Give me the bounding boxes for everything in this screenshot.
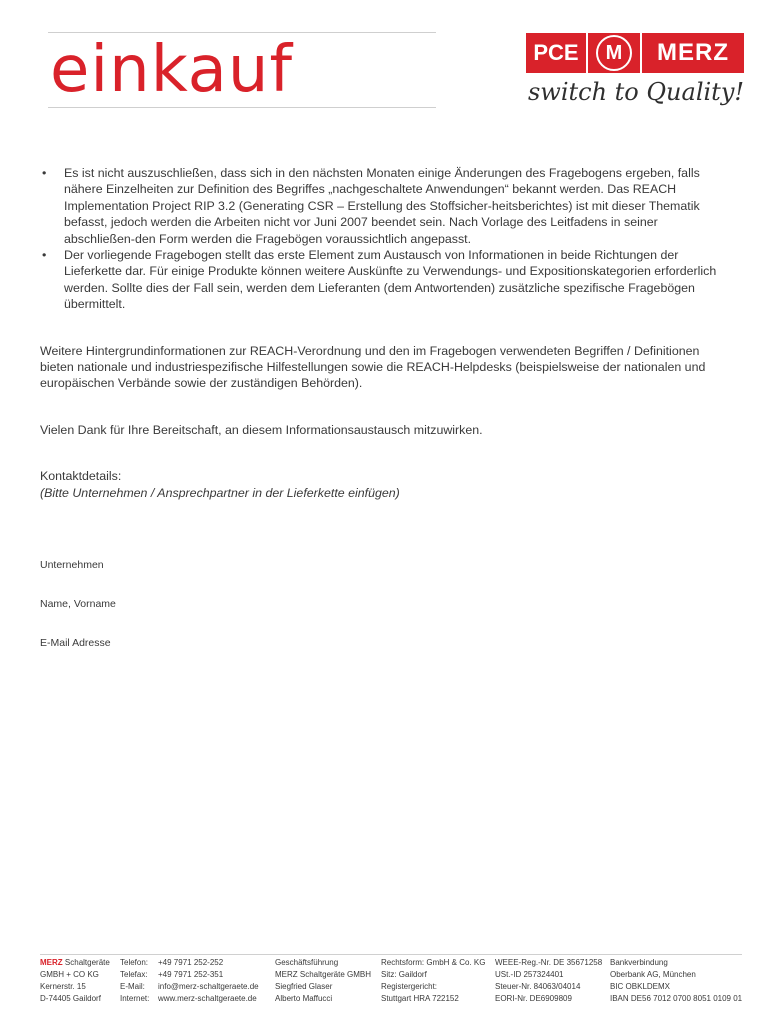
footer-contact-values — [158, 957, 259, 1005]
footer-line: Sitz: Gaildorf — [381, 970, 427, 979]
logo-merz-block: MERZ — [642, 33, 744, 73]
footer-company-line: Schaltgeräte — [64, 958, 110, 967]
footer-line: MERZ Schaltgeräte GMBH — [275, 970, 372, 979]
footer-line: Bankverbindung — [610, 958, 668, 967]
footer-line: Oberbank AG, München — [610, 970, 696, 979]
slogan: switch to Quality! — [527, 78, 745, 106]
field-label-name: Name, Vorname — [40, 598, 116, 611]
footer-line: WEEE-Reg.-Nr. DE 35671258 — [495, 958, 603, 967]
footer-line: Siegfried Glaser — [275, 982, 333, 991]
footer-label: Telefon: — [120, 958, 149, 967]
footer-registration — [495, 957, 602, 1005]
footer-phone: +49 7971 252-252 — [158, 958, 224, 967]
footer-line: Alberto Maffucci — [275, 994, 333, 1003]
footer-company-line: D-74405 Gaildorf — [40, 994, 101, 1003]
footer-line: Rechtsform: GmbH & Co. KG — [381, 958, 486, 967]
field-label-email: E-Mail Adresse — [40, 637, 111, 650]
footer-company — [40, 957, 110, 1005]
footer-line: BIC OBKLDEMX — [610, 982, 671, 991]
footer-fax: +49 7971 252-351 — [158, 970, 224, 979]
logo-m-block — [588, 33, 640, 73]
footer-contact-labels — [120, 957, 149, 1005]
hint-paragraph: Weitere Hintergrundinformationen zur REACH-Verordnung und den im Fragebogen verwendeten Begriffen / Definitionen bieten nationale und industriespezifische Hilfestellungen sowie die REACH-Helpdesks (beispielsweise der nationalen und europäischen Verbände sowie der zuständigen Behörden). — [40, 343, 706, 391]
logo-m-icon: M — [596, 35, 632, 71]
bullet-item: • Der vorliegende Fragebogen stellt das erste Element zum Austausch von Informationen in beide Richtungen der Lieferkette dar. Für einige Produkte können weitere Auskünfte zu Verwendungs- und Expositionskategorien erforderlich werden. Sollte dies der Fall sein, werden dem Lieferanten (dem Antwortenden) zusätzliche spezifische Fragebögen übermittelt. — [64, 247, 720, 313]
footer-management — [275, 957, 371, 1005]
contact-heading: Kontaktdetails: — [40, 469, 122, 484]
contact-fields — [40, 557, 720, 674]
footer-rule — [40, 954, 742, 955]
document-body — [40, 165, 720, 674]
footer-label: E-Mail: — [120, 982, 145, 991]
pce-merz-logo — [526, 33, 744, 73]
footer-line: Steuer-Nr. 84063/04014 — [495, 982, 581, 991]
footer-legal — [381, 957, 485, 1005]
footer-line: IBAN DE56 7012 0700 8051 0109 01 — [610, 994, 743, 1003]
footer-line: Registergericht: — [381, 982, 438, 991]
footer-line: USt.-ID 257324401 — [495, 970, 564, 979]
footer-company-line: GMBH + CO KG — [40, 970, 99, 979]
contact-note: (Bitte Unternehmen / Ansprechpartner in der Lieferkette einfügen) — [40, 485, 400, 500]
footer-line: Geschäftsführung — [275, 958, 339, 967]
footer-line: Stuttgart HRA 722152 — [381, 994, 459, 1003]
footer-brand: MERZ — [40, 958, 63, 967]
einkauf-wordmark: einkauf — [50, 33, 293, 107]
header-bottom-rule — [48, 107, 436, 108]
bullet-item: • Es ist nicht auszuschließen, dass sich in den nächsten Monaten einige Änderungen des Fragebogens ergeben, falls nähere Einzelheiten zur Definition des Begriffes „nachgeschaltete Anwendungen“ bekannt werden. Das REACH Implementation Project RIP 3.2 (Generating CSR – Erstellung des Stoffsicher-heitsberichtes) ist mit dieser Thematik befasst, jedoch werden die Arbeiten nicht vor Juni 2007 beendet sein. Nach Vorlage des Leitfadens in seiner abschließen-den Form werden die Fragebögen voraussichtlich angepasst. — [64, 165, 720, 247]
footer-bank — [610, 957, 742, 1005]
footer-label: Telefax: — [120, 970, 148, 979]
footer-label: Internet: — [120, 994, 150, 1003]
footer-email-link[interactable]: info@merz-schaltgeraete.de — [158, 982, 259, 991]
footer-website-link[interactable]: www.merz-schaltgeraete.de — [158, 994, 257, 1003]
footer-company-line: Kernerstr. 15 — [40, 982, 86, 991]
thanks-paragraph: Vielen Dank für Ihre Bereitschaft, an diesem Informationsaustausch mitzuwirken. — [40, 422, 483, 437]
field-label-company: Unternehmen — [40, 559, 104, 572]
footer-line: EORI-Nr. DE6909809 — [495, 994, 572, 1003]
bullet-list — [40, 165, 720, 313]
logo-pce-block: PCE — [526, 33, 586, 73]
